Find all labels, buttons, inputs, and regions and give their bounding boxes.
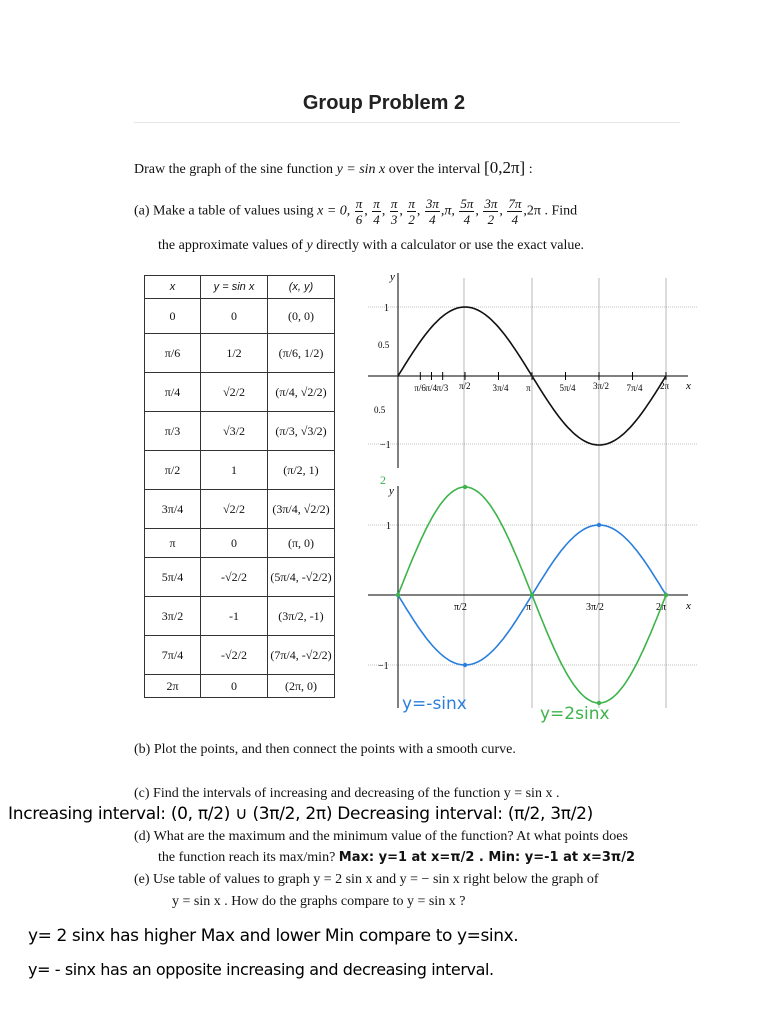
part-e-line1: (e) Use table of values to graph y = 2 sin x and y = − sin x right below the graph of: [134, 872, 599, 887]
double-point: [530, 593, 534, 597]
x-tick-label: π/2: [454, 602, 467, 613]
table-cell: (3π/2, -1): [268, 597, 335, 636]
x-tick-label: 7π/4: [626, 383, 643, 393]
table-cell: (π, 0): [268, 529, 335, 558]
graph-sin: [368, 268, 698, 468]
x-tick-label: π: [526, 602, 532, 613]
table-cell: π: [145, 529, 201, 558]
table-cell: (7π/4, -√2/2): [268, 636, 335, 675]
table-cell: π/2: [145, 451, 201, 490]
y-tick-label: 1: [384, 303, 389, 314]
x-tick-label: π: [526, 383, 531, 393]
part-d-line2: the function reach its max/min? Max: y=1 at x=π/2 . Min: y=-1 at x=3π/2: [158, 850, 636, 865]
table-header: y = sin x: [201, 276, 268, 299]
double-point: [396, 593, 400, 597]
double-point: [463, 485, 467, 489]
x-tick-label: 2π: [660, 381, 670, 391]
x-tick-label: π/2: [459, 381, 471, 391]
fraction: $\frac{\pi}{3}$: [390, 196, 398, 227]
part-b: (b) Plot the points, and then connect the points with a smooth curve.: [134, 742, 516, 757]
table-cell: 3π/4: [145, 490, 201, 529]
x-axis-label: x: [686, 380, 691, 392]
table-row: [145, 373, 335, 412]
fraction: $\frac{\pi}{6}$: [355, 196, 363, 227]
table-cell: (0, 0): [268, 299, 335, 334]
y-tick-label: 1: [386, 521, 391, 532]
table-row: [145, 529, 335, 558]
table-row: [145, 558, 335, 597]
intro-mid: over the interval: [388, 162, 481, 177]
table-cell: 0: [145, 299, 201, 334]
table-cell: π/6: [145, 334, 201, 373]
fraction: $\frac{3\pi}{4}$: [425, 196, 439, 227]
table-cell: 5π/4: [145, 558, 201, 597]
table-cell: 3π/2: [145, 597, 201, 636]
x-tick-label: π/3: [436, 383, 449, 393]
table-header: x: [145, 276, 201, 299]
intro-text: Draw the graph of the sine function: [134, 162, 334, 177]
neg-point: [597, 523, 601, 527]
table-row: [145, 412, 335, 451]
part-d-line1: (d) What are the maximum and the minimum value of the function? At what points does: [134, 829, 628, 844]
table-cell: π/4: [145, 373, 201, 412]
y-tick-label: 2: [380, 473, 386, 487]
part-a-label: (a) Make a table of values using: [134, 203, 314, 219]
intro-equation: y = sin x: [336, 162, 386, 177]
part-a-pi: ,π,: [440, 203, 455, 219]
answer-d: Max: y=1 at x=π/2 . Min: y=-1 at x=3π/2: [338, 850, 636, 865]
table-cell: 1/2: [201, 334, 268, 373]
y-axis-label: y: [389, 485, 394, 497]
intro-colon: :: [528, 162, 533, 177]
y-tick-label: −1: [378, 661, 389, 672]
x-tick-label: 3π/2: [593, 381, 610, 391]
answer-e2: y= - sinx has an opposite increasing and decreasing interval.: [28, 960, 494, 979]
table-cell: (3π/4, √2/2): [268, 490, 335, 529]
table-cell: 0: [201, 529, 268, 558]
table-cell: 2π: [145, 675, 201, 698]
table-row: [145, 334, 335, 373]
table-cell: -1: [201, 597, 268, 636]
page-title: Group Problem 2: [302, 92, 466, 114]
y-tick-label: −1: [380, 440, 391, 451]
table-row: [145, 451, 335, 490]
double-sin-label: y=2sinx: [540, 704, 610, 724]
part-e-line2: y = sin x . How do the graphs compare to y = sin x ?: [172, 894, 466, 909]
table-cell: (2π, 0): [268, 675, 335, 698]
table-cell: √3/2: [201, 412, 268, 451]
table-cell: (π/2, 1): [268, 451, 335, 490]
table-header: (x, y): [268, 276, 335, 299]
table-cell: (π/4, √2/2): [268, 373, 335, 412]
table-row: [145, 490, 335, 529]
table-cell: -√2/2: [201, 636, 268, 675]
part-a-end: ,2π . Find: [523, 203, 578, 219]
intro-interval: [0,2π]: [484, 158, 526, 177]
values-table: [144, 275, 335, 698]
intro-line: [134, 158, 533, 178]
part-a-line2: the approximate values of y directly with a calculator or use the exact value.: [158, 238, 585, 253]
table-cell: (π/6, 1/2): [268, 334, 335, 373]
fraction: $\frac{7\pi}{4}$: [508, 196, 522, 227]
table-row: [145, 299, 335, 334]
table-cell: √2/2: [201, 490, 268, 529]
fraction: $\frac{3\pi}{2}$: [484, 196, 498, 227]
part-a-line1: (a) Make a table of values using x = 0, $\frac{\pi}{6}$ , $\frac{\pi}{4}$ , $\frac{\pi}{3}$ , $\frac{\pi}{2}$ , $\frac{3\pi}{4}$ ,π, $\frac{5\pi}{4}$ , $\frac{3\pi}{2}$ , $\frac{7\pi}{4}$ ,2π . Find: [134, 196, 578, 227]
y-tick-label: 0.5: [374, 405, 386, 415]
x-tick-label: 3π/4: [492, 383, 509, 393]
answer-c: Increasing interval: (0, π/2) ∪ (3π/2, 2π) Decreasing interval: (π/2, 3π/2): [8, 804, 593, 824]
table-cell: -√2/2: [201, 558, 268, 597]
table-cell: π/3: [145, 412, 201, 451]
x-tick-label: π/6: [414, 383, 426, 393]
part-a-xeq: x = 0,: [317, 203, 351, 219]
double-point: [664, 593, 668, 597]
neg-sin-label: y=-sinx: [402, 694, 467, 714]
table-row: [145, 636, 335, 675]
y-axis-label: y: [390, 271, 395, 283]
neg-point: [463, 663, 467, 667]
table-cell: (π/3, √3/2): [268, 412, 335, 451]
graph-transforms: [368, 468, 698, 728]
table-cell: 7π/4: [145, 636, 201, 675]
fraction: $\frac{\pi}{4}$: [373, 196, 380, 227]
x-axis-label: x: [686, 600, 691, 612]
part-c: (c) Find the intervals of increasing and decreasing of the function y = sin x .: [134, 786, 560, 801]
fraction: $\frac{\pi}{2}$: [408, 196, 415, 227]
table-row: [145, 675, 335, 698]
answer-e1: y= 2 sinx has higher Max and lower Min compare to y=sinx.: [28, 926, 519, 946]
x-tick-label: 5π/4: [559, 383, 576, 393]
x-tick-label: 3π/2: [586, 602, 604, 613]
table-cell: √2/2: [201, 373, 268, 412]
title-divider: [134, 122, 680, 123]
table-cell: (5π/4, -√2/2): [268, 558, 335, 597]
y-tick-label: 0.5: [378, 340, 390, 350]
table-cell: 0: [201, 299, 268, 334]
table-cell: 1: [201, 451, 268, 490]
x-tick-label: π/4: [425, 383, 438, 393]
table-row: [145, 597, 335, 636]
fraction: $\frac{5\pi}{4}$: [460, 196, 474, 227]
x-tick-label: 2π: [656, 602, 667, 613]
table-cell: 0: [201, 675, 268, 698]
